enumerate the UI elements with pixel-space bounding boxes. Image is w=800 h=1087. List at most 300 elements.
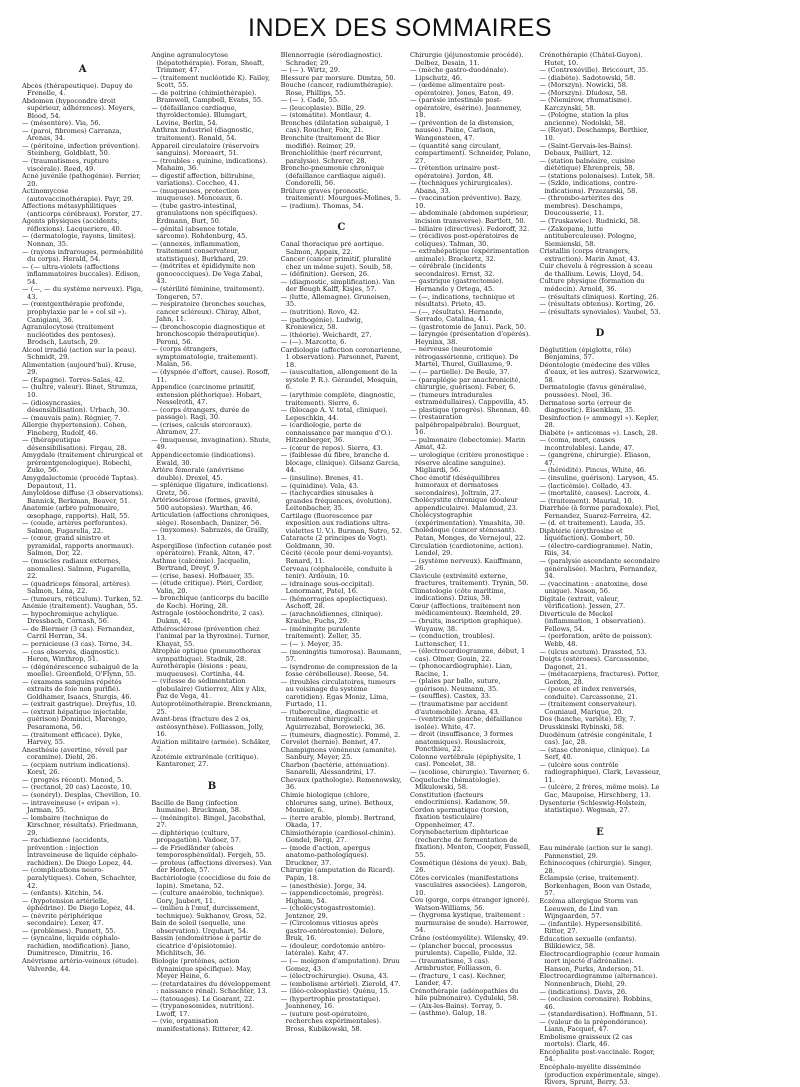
index-entry: Chirurgie (amputation de Ricard). Papin, 18.	[280, 866, 395, 882]
index-entry: Cartilage (fluorescence par exposition aux radiations ultra-violettes U. V.). Burman, Sutro, 52.	[280, 511, 402, 535]
index-entry: — (névrite périphérique secondaire). Lexer, 47.	[22, 911, 104, 928]
index-entry: — (complications neuro-paralytiques). Cohen, Schachter, 42.	[22, 866, 137, 890]
index-entry: — (vitesse de sédimentation globulaire) Gutierrez, Alix y Alix, Paz de Vega, 41.	[151, 677, 267, 701]
index-entry: Cosmétique (lésions de yeux). Bab, 26.	[410, 858, 528, 875]
index-entry: — (Circolomus vitiosus après gastro-entérostomie). Delore, Bruk, 16.	[280, 919, 385, 943]
index-entry: — (tuberculine, diagnostic et traitement chirurgical). Aguirrezabal, Borowiecki, 36.	[280, 707, 386, 732]
index-entry: — (quinidine). Vela, 43.	[280, 481, 359, 490]
index-entry: — (— ). Meyer, 35.	[280, 640, 343, 649]
index-entry: — (tachycardies sinusales à grandes fréquences, évolution). Leitenbacher, 35.	[280, 489, 392, 513]
index-entry: — (rétention urinaire post-opératoire). Jordon, 48.	[410, 164, 500, 180]
index-entry: Chirurgie (jéjunostomie procédé). Delbez, Desain, 11.	[410, 51, 524, 67]
index-entry: — de Biermer (3 cas). Fernandez, Carril Herran, 34.	[22, 624, 135, 641]
index-entry: — (culture anaérobie, technique). Gory, Jaubert, 11.	[151, 889, 265, 905]
index-entry: — (traumatismes, rupture viscérale). Reed, 49.	[22, 157, 109, 173]
index-entry: — (fracture, 1 cas). Kechner, Lander, 47.	[410, 971, 506, 988]
index-entry: Chevaux (pathologie). Remenowsky, 36.	[280, 775, 402, 792]
index-entry: — (appendicectomie, progrès). Higham, 54.	[280, 889, 384, 905]
index-column	[281, 52, 402, 1087]
index-entry: — urologique (critère pronostique : réserve alcaline sanguine). Migliardi, 56.	[410, 450, 529, 475]
index-entry: — (—, résultats). Hernando, Serrado, Catalina, 41.	[410, 307, 504, 324]
index-entry: Cordon spermatique (torsion, fixation testiculaire) Oppenheimer, 47.	[410, 805, 509, 829]
index-entry: Atrophie optique (pneumothorax sympathique). Stadnik, 28.	[151, 647, 261, 663]
index-entry: Dysenterie (Schleswig-Holstein, statistique). Wegman, 27.	[539, 798, 647, 815]
index-entry: — (terre arable, plomb). Bertrand, Okada, 17.	[280, 813, 396, 830]
index-entry: — (crise, bases). Hofbauer, 35.	[151, 571, 255, 580]
index-entry: — (résultats synoviales). Vaubel, 53.	[539, 307, 661, 316]
index-entry: — (arachnoïdiennes, clinique). Kraube, Fuchs, 29.	[280, 609, 383, 626]
index-entry: Aspergillose (infection cutanée post opératoire). Frank, Alton, 47.	[151, 541, 272, 558]
index-entry: — (leucoplasie). Bille, 29.	[280, 103, 367, 112]
index-entry: Cou (gorge, corps étranger ignoré). Watson-Williams, 56.	[410, 896, 530, 912]
index-entry: — (milieu à l'œuf, durcissement, technique). Sukhanov, Gross, 52.	[151, 904, 267, 920]
index-entry: — lombaire (technique de Kirschner, résultats). Friedmann, 29.	[22, 813, 139, 837]
index-entry: Diphtérie (érythrosine et liquéfaction). Gombert, 50.	[539, 526, 635, 543]
index-entry: — (trypanosomides, nutrition). Lwoff, 17.	[151, 1002, 254, 1018]
index-entry: — (Espagne). Torres-Salas, 42.	[22, 375, 125, 384]
index-entry: — (radium). Thomas, 54.	[280, 201, 364, 210]
index-entry: Blennorragie (sérodiagnostic). Schrader, 29.	[280, 51, 383, 67]
index-entry: Crâne (ostéomyélite). Wilensky, 49.	[410, 933, 529, 942]
index-entry: — (tumeurs, réticulum). Turken, 52.	[22, 594, 144, 603]
index-entry: Biologie (protéines, action dynamique spécifique). May, Meyer Heine, 6.	[151, 956, 252, 981]
index-column	[151, 52, 272, 1087]
index-entry: — cérébrale (incidents secondaires). Ernst, 32.	[410, 262, 495, 278]
index-entry: Déontologie (médecine des villes d'eaux, et les autres). Szarwowicz, 58.	[539, 360, 661, 384]
index-entry: — (dyspnée d'effort, cause). Rosoff, 11.	[151, 367, 270, 384]
index-entry: — (hypotension artérielle, éphédrine). De Diego Lopez, 44.	[22, 896, 136, 913]
index-entry: Bacille de Bang (infection humaine). Bruckman, 58.	[151, 798, 242, 815]
index-entry: — (techniques ychirurgicales). Abana, 33.	[410, 179, 513, 195]
index-entry: Anatomie (arbre pulmonaire, œsophage, rapports). Hall, 55.	[22, 504, 130, 520]
index-entry: Éclampsie (crise, traitement). Borkenhagen, Boon van Ostade, 57.	[539, 874, 652, 898]
index-entry: — (standardisation). Hoffmann, 51.	[539, 1010, 658, 1019]
index-entry: — nerveuse (neurotomie rétrogassérienne, critique). De Martel, Thurel, Guillaume, 9.	[410, 345, 519, 369]
index-entry: — (tumeurs, diagnostic). Pommé, 2.	[280, 730, 401, 739]
index-entry: — (ventricule gauche, défaillance isolée). White, 47.	[410, 715, 523, 731]
index-entry: — (Pologne, station la plus ancienne). Nodolski, 58.	[539, 111, 629, 127]
index-entry: — (Royat). Deschamps, Berthier, 10.	[539, 126, 649, 143]
index-entry: — (défaillance cardiaque, thyroïdectomie). Blumgart, Levine, Berlin, 54.	[151, 103, 248, 127]
index-entry: — (résultats obtenus). Korting, 26.	[539, 300, 656, 309]
index-entry: Cœur (affections, traitement non médicamenteux). Rœmheld, 29.	[410, 601, 522, 618]
index-entry: — gastrique (gastrectomie). Hernando y Ortega, 45.	[410, 277, 504, 293]
index-entry: Cholédoque (cancer sténosant). Patan, Monges, de Vernejoul, 22.	[410, 526, 526, 542]
index-entry: Astragale (ostéochondrite, 2 cas). Duknn, 41.	[151, 609, 265, 626]
section-letter: E	[596, 826, 604, 838]
index-entry: — (diagnostic, simplification). Van der Beugh Kalff, Kisjes, 57.	[280, 277, 395, 294]
index-entry: Cuir chevelu à régression à sceau de thallium. Lewis, Lloyd, 54.	[539, 262, 653, 278]
index-entry: — laryngée (présentation d'opérés). Heyninx, 38.	[410, 330, 531, 346]
index-entry: — diphtérique (culture, propagation). Vadoer, 57.	[151, 828, 241, 845]
index-entry: — (drainage sous-occipital). Lenormant, Patel, 16.	[280, 579, 375, 596]
index-entry: — (Truskawiec). Rudnicki, 58.	[539, 217, 641, 226]
index-entry: Constitution (facteurs endocriniens). Kadanow, 59.	[410, 790, 510, 807]
index-columns	[22, 51, 790, 1087]
index-entry: Acné juvénile (pathogénie). Ferrier, 20.	[22, 172, 141, 188]
index-entry: — (— partielle). De Beule, 37.	[410, 367, 510, 376]
index-entry: — (stations polonaises). Lutek, 58.	[539, 171, 655, 180]
index-entry: Diverticule de Meckel (inflammation, 1 observation). Fellows, 54.	[539, 609, 646, 633]
index-column	[22, 52, 143, 1087]
index-entry: — (— moignon d'amputation). Druu Gomez, 43.	[280, 956, 400, 973]
index-entry: — (conduction, troubles). Luttenscher, 11.	[410, 632, 495, 648]
index-entry: — (Morszyn). Dludosz, 58.	[539, 88, 628, 97]
index-entry: — (électro-cardiogramme). Natin, Riis, 34.	[539, 541, 653, 558]
index-entry: — (annexes, inflammation, traitement conservateur, statistiques). Burkhard, 29.	[151, 239, 249, 263]
index-entry: — (troubles circulatoires, tumeurs au voisinage du système carotidien). Egas Moniz, Lima, Furtado, 11.	[280, 677, 396, 709]
index-entry: — (sonéryl). Desplas, Chevillon, 10.	[22, 790, 142, 799]
index-entry: — (phonocardiographie). Lian, Racine, 1.	[410, 662, 513, 678]
index-entry: — (mauvais pain). Régnier, 7.	[22, 413, 121, 422]
index-entry: — (parésie intestinale post-opératoire, ésérine). Jeanneney, 18.	[410, 96, 522, 120]
index-entry: — (extrait gastrique). Dreyfus, 10.	[22, 700, 137, 709]
index-entry: — (cœur de repos). Sierra, 43.	[280, 443, 383, 452]
index-entry: — (insuline). Brenes, 41.	[280, 473, 364, 482]
index-entry: — (plaies par balle, suture, guérison). Neumann, 35.	[410, 677, 501, 693]
index-entry: — (hérédité). Pincus, White, 46.	[539, 466, 647, 475]
index-entry: — (ulcus acutum). Drassted, 53.	[539, 647, 647, 656]
index-entry: Duodénum (atrésie congénitale, 1 cas). Jac, 28.	[539, 730, 653, 747]
index-entry: — (Aix-les-Bains). Terray, 5.	[410, 1001, 503, 1010]
index-entry: — (plancher buccal, processus purulents). Capelle, Fulde, 32.	[410, 941, 518, 958]
index-entry: Alimentation (aujourd'hui). Kruse, 29.	[22, 360, 137, 377]
index-entry: — (méningite). Bingel, Jacobsthal, 27.	[151, 813, 266, 830]
index-entry: — (corps étrangers, durée de passage). Ragi, 30.	[151, 405, 250, 422]
index-entry: Autoprotéinothérapie. Brenckmann, 25.	[151, 700, 273, 716]
index-entry: Champignons vénéneux (amanite). Sanbury, Meyer, 25.	[280, 745, 397, 762]
index-entry: — (examens sanguins répétés extraits de foie non purifié). Goldhamer, Isaacs, Sturgis, 46.	[22, 677, 132, 701]
index-entry: Cataracte (2 principes de Vogt). Goldmann, 30.	[280, 534, 388, 550]
index-entry: Diabète (« anticomas »). Lasch, 28.	[539, 428, 658, 437]
index-entry: Encéphalo-myélite disséminée (production expérimentale, singe). Rivers, Sprunt, Berry, 53.	[539, 1063, 661, 1087]
index-entry: — (cœur, grand sinistre et pyramidal, rapports anormaux). Salmon, Dor, 22.	[22, 534, 134, 558]
index-entry: — (Zakopane, lutte antituberculeuse). Pologne, Siemienski, 58.	[539, 224, 637, 248]
index-entry: — abdominale (abdomen supérieur, incision transverse). Bartlett, 50.	[410, 209, 529, 226]
index-entry: — (—, — du système nerveux). Piga, 43.	[22, 285, 144, 301]
index-entry: Aurothérapie (lésions : peau, muqueuses). Cortinha, 44.	[151, 662, 249, 678]
index-entry: Amyloïdose diffuse (3 observations). Bannick, Berkman, Beaver, 51.	[22, 489, 144, 505]
index-entry: — droit (insuffisance, 3 formes anatomiques). Rouslacroix, Poncthieu, 22.	[410, 730, 513, 754]
index-entry: — (station balnéaire, cuisine diététique) Ehrenpreis, 58.	[539, 156, 636, 173]
index-entry: — (extrait hépatique injectable, guérison) Dominici, Marengo, Pesaramona, 56.	[22, 707, 128, 732]
index-entry: — (Szklo, indications, contre-indications). Przezarski, 58.	[539, 179, 638, 195]
index-entry: — intraveineuse (« evipan »). Jarman, 55.	[22, 798, 120, 815]
index-entry: — (péritoine, infection prévention). Steinberg, Goldblatt, 50.	[22, 141, 140, 158]
index-entry: — (traumatisme, 3 cas). Armbruster, Folliasson, 6.	[410, 956, 502, 973]
index-entry: Crénothérapie (Châtel-Guyon). Hutet, 10.	[539, 51, 643, 67]
index-entry: — bronchique (anticorps du bacille de Koch). Horing, 28.	[151, 594, 269, 610]
index-entry: — (cardiologie, perte de connaissance par manque d'O.). Hitzenberger, 36.	[280, 421, 393, 445]
index-entry: Dermatologie (favus généralisé, poussées). Noel, 36.	[539, 383, 647, 399]
index-entry: — (traitement nucléotide K). Failey, Scott, 55.	[151, 73, 271, 90]
index-entry: Digitale (extrait, valeur, vérification). Jessen, 27.	[539, 594, 626, 611]
index-entry: — (suture post-opératoire, recherches expérimentales). Bross, Kubikowski, 58.	[280, 1009, 382, 1033]
index-entry: — (syncaïne, liquide céphalo-rachidien, modification). Jiano, Dumitresco, Dimitriu, 16.	[22, 934, 131, 958]
index-entry: — (troubles : quinine, indications). Mahaim, 36.	[151, 156, 268, 173]
index-entry: — (traitement). Maurial, 10.	[539, 496, 634, 505]
index-entry: — (bruits, inscription graphique). Wuyauw, 38.	[410, 617, 523, 633]
index-entry: — (théorie). Weichardt, 27.	[280, 330, 372, 339]
index-entry: Blessure par morsure. Dimtza, 50.	[280, 73, 396, 82]
index-entry: Anthrax industriel (diagnostic, traitement). Ronald, 54.	[151, 126, 254, 143]
index-entry: — (pouce et index renversés, conduite). Carcassonne, 21.	[539, 685, 638, 701]
index-entry: — (arythmie complète, diagnostic, traitement). Sierre, 6.	[280, 390, 396, 407]
index-entry: — (électrochirurgie). Osuna, 43.	[280, 972, 389, 981]
index-entry: — (quadriceps fémoral, artères). Salmon, Léna, 22.	[22, 579, 132, 596]
index-entry: Avant-bras (fracture des 2 os, ostéosynthèse). Folliasson, Jolly, 16.	[151, 715, 264, 739]
index-entry: — (stérilité féminine, traitement). Tongeren, 57.	[151, 284, 265, 301]
index-entry: — (hygroma kystique, traitement : murmuraise de soude). Harrower, 54.	[410, 911, 529, 935]
index-entry: — (bronchoscopie diagnostique et bronchoscopie thérapeutique). Peroni, 56.	[151, 322, 266, 346]
index-entry: — (vaccination : anatoxine, dose unique). Nason, 56.	[539, 579, 648, 596]
index-entry: — (—, indications, technique et résultats). Prieto, 45.	[410, 292, 515, 309]
index-entry: Bronchiolithie (nerf récurrent, paralysie). Schrerer, 28.	[280, 149, 383, 165]
index-entry: — (muqueuses, protection muqueuse). Monceaux, 6.	[151, 186, 243, 203]
index-entry: Échinocoques (chirurgie). Singer, 28.	[539, 859, 652, 875]
index-entry: Circulation (cardiotonine, action). Lendel, 29.	[410, 541, 524, 558]
index-entry: — (ulcère sous contrôle radiographique). Clark, Levasseur, 11.	[539, 760, 661, 784]
index-entry: — (progrès récent). Monod, 5.	[22, 775, 124, 784]
index-entry: — (restauration palpébropalpébrale). Bourguet, 16.	[410, 413, 521, 437]
index-entry: Cardiologie (affection coronarienne, 1 observation). Parsonnet, Parent, 18.	[280, 345, 402, 369]
index-entry: — (Saint-Gervais-les-Bains). Debaux, Paillart, 12.	[539, 141, 633, 158]
index-entry: — (gangrène, chirurgie). Eliason, 47.	[539, 451, 651, 467]
section-letter: B	[207, 780, 217, 792]
index-entry: Choc émotif (déséquilibres humoraux et dermatoses secondaires). Joltrain, 27.	[410, 473, 502, 497]
index-entry: — de poitrine (chimiothérapie). Bramwell, Campbell, Evans, 55.	[151, 88, 264, 105]
index-column	[410, 52, 531, 1087]
index-entry: — (occlusion coronaire). Robbins, 46.	[539, 995, 653, 1011]
index-entry: — (dégénérescence subaiguë de la moelle). Greenfield, O'Flynn, 55.	[22, 662, 139, 679]
index-entry: — (syndrome de compression de la fosse cérébelleuse). Reese, 54.	[280, 662, 398, 679]
index-entry: — (dermatologie, rayons, limites). Nonnan, 35.	[22, 232, 136, 249]
index-entry: — (diabète). Sadotowski, 58.	[539, 73, 636, 82]
index-entry: — (valeur de la prépondérance). Liann, Facquet, 47.	[539, 1017, 648, 1034]
index-entry: — (paralysie ascendante secondaire généralisée). Machra, Fernandez, 34.	[539, 557, 660, 581]
index-entry: Cancer (cancer primitif, pluralité chez un même sujet). Souib, 58.	[280, 255, 393, 271]
index-entry: Angine agranulocytose (hépatothérapie). Foran, Sheaft, Trimmer, 47.	[151, 51, 265, 75]
index-entry: Actinomycose (autovaccinothérapie). Payr, 29.	[22, 187, 134, 203]
index-entry: — (thérapeutique désensibilisation). Firgau, 28.	[22, 436, 127, 452]
index-entry: — (ulcère, 2 frères, même mois). Le Gac, Maupoise, Hirschberg, 13.	[539, 783, 660, 799]
index-entry: — (vaccination préventive). Bazy, 10.	[410, 194, 522, 210]
index-entry: Cervelet (hernie). Bennet, 47.	[280, 738, 381, 747]
page-title: INDEX DES SOMMAIRES	[248, 14, 552, 42]
index-entry: Anévrisme artério-veineux (étude). Valverde, 44.	[22, 956, 139, 973]
index-entry: — respiratoire (bronches souches, cancer scléreux). Chiray, Albot, Jahn, 11.	[151, 300, 267, 324]
index-entry: — (coude, artères perforantes). Salmon, Fugarella, 22.	[22, 519, 128, 535]
index-entry: — pernicieuse (3 cas). Torne, 34.	[22, 640, 133, 649]
index-entry: — (cholécystogastrostomie). Jentzner, 29.	[280, 904, 376, 920]
index-entry: Amygdale (traitement chirurgical et prérœntgenologique). Robechi, Zuko, 56.	[22, 451, 143, 475]
index-entry: — (nutrition). Rovo, 42.	[280, 307, 360, 316]
index-entry: Dos (hanche, variété). Ely, 7.	[539, 715, 636, 724]
index-entry: — (anesthésie). Jorge, 34.	[280, 881, 367, 890]
index-entry: Bronches (dilatation subaiguë, 1 cas). Roucher, Foix, 21.	[280, 118, 390, 135]
index-entry: — (traitement conservateur). Couniaud, Marique, 20.	[539, 700, 637, 716]
index-entry: Embolisme graisseux (2 cas mortels). Clark, 46.	[539, 1032, 633, 1049]
index-entry: — (scoliose, chirurgie). Taverner, 6.	[410, 767, 530, 776]
index-entry: — (électrocardiogramme, début, 1 cas). Olmer, Gouin, 22.	[410, 647, 526, 663]
index-entry: Abcès (thérapeutique). Dupuy de Frenelle, 4.	[22, 81, 133, 98]
index-entry: — (rœntgenthérapie profonde, prophylaxie par le « col sil »). Canigiani, 36.	[22, 300, 127, 324]
index-entry: Affections métasyphilitiques (anticorps cérébraux). Forster, 27.	[22, 202, 143, 218]
index-entry: — (—). Marcotte, 6.	[280, 338, 347, 347]
index-entry: Abdomen (hypocondre droit supérieur, adhérences). Meyers, Blood, 54.	[22, 96, 136, 120]
index-entry: Diarrhée (à forme paradoxale). Piel, Fernandez, Suarez-Ferreira, 42.	[539, 504, 661, 520]
index-entry: — (rayons infrarouges, perméabilité du corps). Herald, 54.	[22, 247, 144, 264]
index-entry: — (meningitis tumorosa). Baumann, 57.	[280, 647, 402, 664]
index-entry: — (mèche gastro-duodénale). Lipschutz, 46.	[410, 66, 509, 82]
index-entry: — digestif affection, bilirubine, variations). Coccheo, 41.	[151, 171, 256, 188]
index-entry: — (tatouages). Le Goarant, 22.	[151, 994, 255, 1003]
index-entry: — (méningite purulente traitement). Zeller, 35.	[280, 624, 362, 641]
index-entry: Eau minérale (action sur le sang). Pannenstiel, 29.	[539, 844, 653, 860]
index-entry: — (auscultation, allongement de la systole P. R.). Géraudel, Mosquin, 6.	[280, 368, 398, 392]
index-entry: — (pathogénie). Ludwig, Kroniewicz, 58.	[280, 315, 363, 332]
index-entry: Cholécystite chronique (douleur appendiculaire). Malamud, 23.	[410, 496, 518, 512]
index-entry: Allergie (hypertension). Cohen, Fineberg, Rudolf, 46.	[22, 421, 127, 437]
index-entry: — (retardataires du développement : naissance rénal). Schachter, 13.	[151, 979, 271, 996]
index-entry: — proteus (affections diverses). Van der Horden, 57.	[151, 858, 272, 875]
index-entry: — génital (absence totale, sarcome). Rohdenburg, 45.	[151, 224, 248, 241]
index-entry: — (iléo-colooplastie). Quénu, 15.	[280, 987, 390, 996]
index-entry: — (Niemirow, rhumatisme). Karczynski, 58.	[539, 96, 632, 112]
index-entry: Crénothérapie (adénopathies du hile pulmonaire). Cyduleki, 58.	[410, 986, 519, 1003]
index-entry: Aviation militaire (armée). Schäker, 2.	[151, 737, 271, 754]
index-entry: — (vie, organisation manifestations). Ritterer, 42.	[151, 1017, 253, 1033]
index-entry: Anesthésie (avertine, réveil par coramine). Diehl, 26.	[22, 745, 128, 762]
index-entry: — (corps étrangers, symptomatologie, traitement). Malan, 56.	[151, 345, 258, 369]
index-entry: — splénique (ligature, indications). Gretz, 56.	[151, 481, 269, 497]
index-entry: Asthme (calcémie). Jacquelin, Bertrand, Dreyf, 9.	[151, 556, 251, 573]
index-entry: — (problèmes). Pannett, 55.	[22, 926, 116, 935]
index-entry: — (souffles). Castex, 33.	[410, 692, 492, 701]
index-entry: Bronchite (traitement de Bier modifié). Reimer, 29.	[280, 134, 380, 150]
index-entry: — (insuline, guérison). Laryson, 45.	[539, 473, 659, 482]
index-entry: — (embolisme artériel). Zierold, 47.	[280, 979, 401, 988]
index-entry: — (thrombo-artérites des membres). Deschamps, Doucousserie, 11.	[539, 194, 624, 218]
index-entry: — (crises, calculs stercoraux). Abramov, 27.	[151, 420, 253, 437]
index-entry: — (— ultra-violets (affections inflammatoires buccales). Edison, 54.	[22, 262, 141, 286]
index-entry: — (indications). Davis, 26.	[539, 987, 628, 996]
index-entry: Bassin (endométriose à partir de cicatrice d'épisiotomie). Michlitsch, 36.	[151, 934, 262, 958]
index-entry: — (Morszyn). Nowicki, 58.	[539, 81, 629, 90]
index-entry: — (métrites et épididymite non gonococciques). De Vega Zabal, 43.	[151, 262, 263, 286]
index-entry: Agranulocytose (traitement nucléotides des pentoses). Brodsch, Lautsch, 29.	[22, 323, 116, 347]
index-entry: — (traitement efficace). Dyke, Harvey, 55.	[22, 730, 123, 747]
index-entry: — hypochromique achylique. Dressbach, Cornash, 56.	[22, 609, 120, 626]
index-entry: Drusskinski Rybinski, 58.	[539, 723, 625, 732]
index-entry: — (blocage A. V. total, clinique). Lepeschkin, 44.	[280, 406, 388, 422]
index-entry: Cerveau (céphalocèle, conduite à tenir). Ardouin, 10.	[280, 564, 393, 581]
index-entry: — (faiblesse du fibre, branche d. blocage, clinique). Gilsanz Garcia, 44.	[280, 451, 401, 475]
index-entry: — plastique (progrès). Shennan, 40.	[410, 405, 531, 414]
index-entry: — (douleur, cordotomie antéro-latérale). Kahr, 47.	[280, 941, 386, 958]
index-entry: Appendicectomie (indications). Ewald, 30.	[151, 450, 256, 467]
index-entry: Colonne vertébrale (épiphysite, 1 cas). Poncelet, 38.	[410, 752, 522, 769]
index-entry: — (hypertrophie prostatique). Jeanneney, 16.	[280, 994, 381, 1011]
index-entry: — (muscles radiaux externes, anomalies). Salmon, Fugarella, 22.	[22, 557, 132, 581]
index-entry: Desinfection (« ammogyl »). Kepler, 28.	[539, 413, 659, 430]
index-entry: — (ecpiam nutrium indications). Korst, 26.	[22, 760, 130, 777]
index-entry: Encéphalite post-vaccinale. Roger, 54.	[539, 1047, 655, 1064]
index-entry: — (définition). Gerson, 26.	[280, 270, 370, 279]
index-entry: Doigts (ostéroses). Carcassonne, Dagonet, 21.	[539, 655, 650, 671]
index-entry: Charbon (bactérie, atténuation). Sanarelli, Alessandrini, 17.	[280, 760, 390, 777]
index-column	[539, 52, 660, 1087]
index-entry: Cholécystographie (expérimentation). Ymashita, 30.	[410, 511, 525, 527]
index-entry: — (tube gastro-intestinal, granulations non spécifiques). Erdmann, Burt, 50.	[151, 201, 258, 226]
index-entry: — (coma, mort, causes incontrolables). Lande, 47.	[539, 436, 635, 452]
index-entry: — (lacticémie). Collado, 43.	[539, 481, 632, 490]
index-entry: Coqueluche (hématologie). Mikulowski, 58.	[410, 775, 501, 792]
index-entry: — (paraplégie par anachronicité, chirurgie, guérison). Feber, 6.	[410, 375, 521, 392]
index-entry: — (infantile). Hypersensibilité. Ritter, 27.	[539, 919, 643, 936]
index-entry: — (tumeurs intradurales extramédullaires). Cappevilla, 45.	[410, 390, 529, 407]
index-entry: — (résultats cliniques). Korting, 26.	[539, 292, 659, 301]
index-entry: Artère fémorale (anévrisme double). Drexel, 45.	[151, 466, 244, 482]
index-entry: — (gastrotomie de Janu). Pack, 50.	[410, 322, 527, 331]
index-entry: — biliaire (directives). Fedoroff, 32.	[410, 224, 530, 233]
index-entry: — (récidives post-opératoires de coliques). Talman, 30.	[410, 232, 519, 248]
index-entry: — (Contrexéville). Briccourt, 35.	[539, 66, 649, 75]
index-entry: Bactériologie (coccidiose du foie de lapin). Smetana, 52.	[151, 873, 271, 890]
section-letter: A	[78, 64, 87, 75]
index-entry: — (rectanol, 20 cas) Lacoste, 10.	[22, 783, 132, 792]
index-entry: Alcool irradié (action sur la peau). Schmidt, 29.	[22, 345, 137, 362]
index-entry: Amygdalectomie (procédé Taptas). Depautout, 11.	[22, 473, 139, 490]
index-entry: — (— ). Cade, 55.	[280, 96, 340, 105]
index-entry: Anémie (traitement). Vaughan, 55.	[22, 602, 138, 611]
index-entry: — (idiosyncrasies, désensibilisation). Urbach, 30.	[22, 398, 130, 415]
index-entry: Agents physiques (accidents, réflexions). Lacqueriere, 40.	[22, 217, 122, 233]
index-entry: Brûlure graves (pronostic, traitement). Mourgues-Molines, 5.	[280, 186, 401, 203]
index-entry: Appareil circulatoire (réservoirs sanguins). Moreaert, 51.	[151, 141, 260, 158]
index-entry: — (stase chronique, clinique). Le Serf, 40.	[539, 745, 650, 762]
index-entry: — (métacarpiens, fractures). Potter, Gordon, 28.	[539, 670, 660, 686]
index-entry: Azotémie extrarénale (critique). Kantaroner, 27.	[151, 752, 259, 769]
index-entry: Chimiothérapie (cardiosol-chinin). Gondel, Bèrgi, 27.	[280, 828, 396, 845]
index-entry: — (quantité sang circulant, compartiment). Schneider, Polano, 27.	[410, 141, 531, 165]
index-entry: — (étude critique). Piéri, Cordier, Valin, 20.	[151, 579, 264, 595]
index-entry: — extrahépatique (expérimentation animale). Brackertz, 32.	[410, 247, 530, 263]
index-entry: — (mode d'action, apergus anatomo-pathologiques). Druckner, 37.	[280, 843, 371, 867]
index-entry: Broncho-pneumonie chronique (défaillance cardiaque aiguë). Condorelli, 56.	[280, 164, 386, 188]
index-entry: Canal thoracique pré aortique. Salmon, Appaix, 22.	[280, 240, 384, 256]
index-entry: — de Friedländer (abcès temporosphénoïdal). Fergeh, 55.	[151, 843, 266, 860]
index-entry: Cristallin (corps étrangers, extraction). Marin Amat, 43.	[539, 247, 640, 263]
index-entry: — (cas observés, diagnostic). Heron, Winthrop, 51.	[22, 647, 120, 664]
index-entry: Eczéma allergique Storm van Leeuwen, de Lind van Wijngaarden, 57.	[539, 896, 639, 921]
index-entry: Cécité (école pour demi-voyants). Renard, 11.	[280, 549, 393, 565]
index-entry: — (muqueuse, invagination). Shute, 49.	[151, 435, 272, 452]
index-entry: — (d. et traitement). Lauda, 35.	[539, 519, 646, 528]
index-entry: Culture physique (formation du médecin). Arnold, 36.	[539, 277, 645, 293]
section-letter: D	[595, 328, 605, 340]
index-entry: Dermatose sorte (erreur de diagnostic). Eisenklam, 35.	[539, 398, 636, 415]
index-entry: Articulation (affections chroniques, siège). Rosenbach, Danizer, 56.	[151, 511, 270, 527]
index-entry: — (paroi, fibromes) Carranza, Arenas, 34.	[22, 126, 122, 143]
index-entry: Athérosclérose (prévention chez l'animal par la thyroxine). Turner, Khayat, 55.	[151, 624, 270, 648]
index-entry: Éducation sexuelle (enfants). Bilikiewicz, 58.	[539, 934, 637, 951]
index-entry: — (stomatite). Montlaur, 4.	[280, 111, 371, 120]
index-entry: — (œdème alimentaire post-opératoire). Jones, Eaton, 49.	[410, 81, 514, 97]
index-entry: — (lutte, Allemagne). Gruneisen, 35.	[280, 292, 391, 309]
index-entry: Clavicule (extrémité externe, fractures, traitement). Trynin, 50.	[410, 571, 529, 588]
index-entry: Déglutition (épiglotte, rôle) Benjamins, 57.	[539, 345, 632, 362]
